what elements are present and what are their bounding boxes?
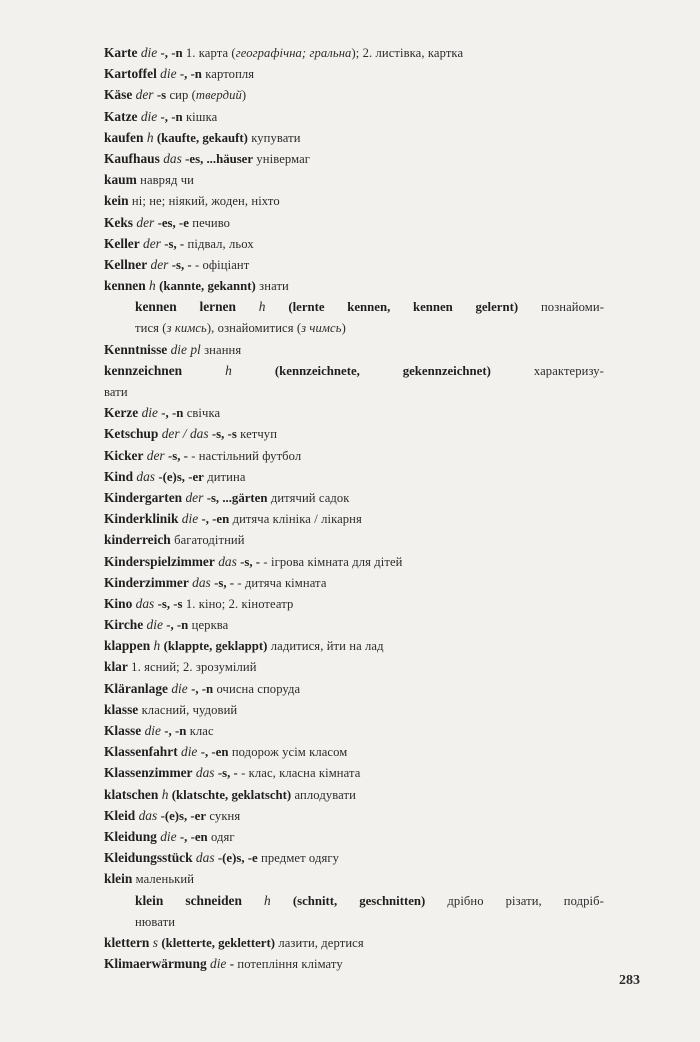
dictionary-entry	[104, 911, 604, 932]
dictionary-entry	[104, 741, 604, 762]
translation: подорож усім класом	[231, 745, 348, 760]
translation: підвал, льох	[187, 236, 254, 251]
dictionary-entry	[104, 593, 604, 614]
grammar-label: h	[225, 362, 232, 378]
word-forms: -	[229, 957, 234, 972]
translation-number: 1.	[182, 46, 199, 60]
grammar-label: h	[161, 786, 169, 802]
dictionary-entry	[104, 678, 604, 699]
dictionary-entry	[104, 233, 604, 254]
grammar-label: die	[140, 108, 158, 124]
dictionary-entry	[104, 466, 604, 487]
headword: Ketschup	[104, 426, 159, 442]
translation: - дитяча кімната	[237, 575, 327, 590]
translation: дитина	[207, 469, 246, 484]
word-forms: -s, -s	[211, 427, 237, 442]
translation: 1. кіно; 2. кінотеатр	[185, 596, 294, 611]
translation: картопля	[205, 67, 255, 82]
word-forms: (klatschte, geklatscht)	[171, 787, 292, 802]
grammar-label: das	[138, 807, 158, 823]
word-forms: -(e)s, -er	[158, 469, 204, 484]
translation: - настільний футбол	[191, 448, 302, 463]
translation: знання	[204, 342, 242, 357]
grammar-label: das	[218, 553, 237, 569]
translation-note: географічна; гральна	[235, 46, 352, 60]
grammar-label: die	[140, 45, 158, 60]
headword: Kellner	[104, 256, 148, 272]
translation: сир (	[169, 88, 196, 103]
translation: кетчуп	[240, 427, 278, 442]
headword: Klimaerwärmung	[104, 956, 207, 972]
translation: універмаг	[256, 151, 311, 166]
headword: Keks	[104, 214, 134, 230]
headword: klasse	[104, 701, 139, 717]
dictionary-entry	[104, 84, 604, 105]
grammar-label: h	[149, 278, 156, 294]
headword: Klasse	[104, 723, 142, 738]
grammar-label: die	[144, 723, 161, 738]
page-number: 283	[619, 973, 640, 988]
translation: карта (	[198, 46, 236, 60]
headword: Kinderzimmer	[104, 574, 189, 590]
grammar-label: der	[143, 235, 161, 251]
headword: Katze	[104, 108, 138, 124]
headword: Karte	[104, 45, 138, 60]
translation: очисна споруда	[216, 681, 301, 696]
headword: Klassenfahrt	[104, 744, 178, 760]
grammar-label: die	[160, 828, 177, 844]
word-forms: -, -en	[179, 829, 208, 844]
word-forms: -s, -	[168, 448, 188, 463]
headword: Kleid	[104, 807, 136, 823]
headword: kinderreich	[104, 532, 171, 548]
dictionary-entry	[104, 699, 604, 720]
grammar-label: das	[195, 765, 215, 781]
word-forms: -(e)s, -e	[217, 851, 258, 866]
headword: Keller	[104, 235, 140, 251]
headword: Kenntnisse	[104, 341, 168, 357]
grammar-label: h	[146, 129, 154, 145]
grammar-label: die	[210, 956, 227, 972]
word-forms: (kannte, gekannt)	[159, 279, 256, 294]
dictionary-entry	[104, 529, 604, 550]
translation: дитячий садок	[270, 490, 350, 505]
grammar-label: der	[136, 214, 155, 230]
dictionary-entry	[104, 805, 604, 826]
word-forms: -s, -	[240, 554, 261, 569]
grammar-label: das	[163, 150, 182, 166]
grammar-label: das	[195, 850, 215, 866]
translation: одяг	[211, 829, 235, 844]
grammar-label: die	[181, 744, 198, 760]
translation: церква	[191, 618, 229, 633]
headword: Kind	[104, 468, 134, 484]
translation: дитяча клініка / лікарня	[232, 512, 362, 527]
translation: дрібно різати, подріб-	[447, 893, 604, 908]
word-forms: -s, -s	[157, 596, 183, 611]
translation: - клас, класна кімната	[241, 766, 361, 781]
translation: свічка	[186, 406, 221, 421]
word-forms: -, -en	[200, 745, 229, 760]
dictionary-entry	[104, 868, 604, 889]
headword: klatschen	[104, 786, 159, 802]
dictionary-entry	[104, 360, 604, 381]
dictionary-entry	[104, 508, 604, 529]
translation: потепління клімату	[237, 957, 343, 972]
headword: klettern	[104, 934, 150, 950]
word-forms: -, -en	[201, 512, 230, 527]
headword: Kartoffel	[104, 66, 157, 82]
dictionary-entry	[104, 106, 604, 127]
grammar-label: die	[171, 680, 188, 696]
translation-continuation: вати	[104, 385, 128, 399]
word-forms: -, -n	[160, 46, 183, 60]
grammar-label: h	[264, 892, 271, 908]
headword: klein	[104, 871, 133, 887]
grammar-label: der / das	[161, 426, 209, 442]
translation: ); 2. листівка, картка	[351, 46, 464, 60]
grammar-label: der	[185, 489, 204, 505]
grammar-label: die	[146, 617, 163, 633]
word-forms: (kletterte, geklettert)	[161, 935, 275, 950]
word-forms: -, -n	[161, 406, 184, 421]
grammar-label: der	[135, 87, 154, 103]
word-forms: -, -n	[164, 724, 187, 738]
translation: класний, чудовий	[141, 702, 238, 717]
word-forms: (schnitt, geschnitten)	[292, 893, 426, 908]
word-forms: -s	[156, 88, 167, 103]
dictionary-entry	[104, 127, 604, 148]
translation: ні; не; ніякий, жоден, ніхто	[131, 194, 280, 209]
grammar-label: h	[153, 638, 161, 654]
translation: клас	[189, 724, 214, 738]
dictionary-entry	[104, 656, 604, 677]
translation: характеризу-	[533, 363, 604, 378]
translation-continuation: ), ознайомитися (	[206, 321, 302, 336]
dictionary-entry	[104, 445, 604, 466]
translation-note: з чимсь	[301, 321, 342, 336]
grammar-label: s	[152, 934, 158, 950]
dictionary-entry	[104, 148, 604, 169]
translation-continuation: тися (	[135, 321, 167, 336]
headword: kennen lernen	[135, 299, 236, 315]
headword: Kinderklinik	[104, 511, 179, 527]
dictionary-entry	[104, 551, 604, 572]
translation: знати	[259, 279, 289, 294]
dictionary-entry	[104, 487, 604, 508]
translation: лазити, дертися	[278, 935, 364, 950]
grammar-label: das	[192, 574, 211, 590]
word-forms: -, -n	[166, 618, 189, 633]
dictionary-entry	[104, 169, 604, 190]
headword: Kläranlage	[104, 680, 168, 696]
grammar-label: die pl	[170, 341, 201, 357]
dictionary-entry	[104, 826, 604, 847]
headword: kein	[104, 193, 129, 209]
dictionary-entry	[104, 890, 604, 911]
headword: kaum	[104, 172, 137, 188]
word-forms: -es, ...häuser	[185, 151, 254, 166]
grammar-label: die	[141, 405, 158, 421]
word-forms: -, -n	[191, 681, 214, 696]
translation: - офіціант	[194, 257, 250, 272]
dictionary-entry	[104, 63, 604, 84]
headword: kennzeichnen	[104, 362, 183, 378]
dictionary-entry	[104, 572, 604, 593]
word-forms: (klappte, geklappt)	[163, 639, 268, 654]
dictionary-entry	[104, 784, 604, 805]
headword: Käse	[104, 87, 133, 103]
dictionary-entry	[104, 339, 604, 360]
translation: - ігрова кімната для дітей	[263, 554, 403, 569]
headword: Kerze	[104, 405, 139, 421]
grammar-label: der	[150, 256, 169, 272]
headword: klein schneiden	[135, 892, 242, 908]
word-forms: (kaufte, gekauft)	[156, 130, 248, 145]
dictionary-entry	[104, 212, 604, 233]
translation: предмет одягу	[261, 851, 340, 866]
word-forms: -, -n	[179, 67, 202, 82]
dictionary-entry	[104, 762, 604, 783]
dictionary-entry	[104, 275, 604, 296]
translation: печиво	[192, 215, 231, 230]
headword: Klassenzimmer	[104, 765, 193, 781]
dictionary-entry	[104, 423, 604, 444]
translation-note: з кимсь	[166, 321, 207, 336]
word-forms: -, -n	[160, 109, 183, 124]
dictionary-entry	[104, 635, 604, 656]
word-forms: -s, -	[171, 257, 192, 272]
dictionary-entry	[104, 932, 604, 953]
translation: навряд чи	[140, 173, 195, 188]
translation: аплодувати	[294, 787, 356, 802]
headword: Kleidung	[104, 828, 157, 844]
dictionary-entry	[104, 254, 604, 275]
headword: Kindergarten	[104, 489, 183, 505]
word-forms: -es, -e	[157, 215, 189, 230]
translation-note: твердий	[195, 88, 242, 103]
word-forms: -s, -	[164, 236, 185, 251]
word-forms: (kennzeichnete, gekennzeichnet)	[274, 363, 491, 378]
translation: маленький	[135, 872, 195, 887]
translation: познайоми-	[540, 300, 604, 315]
grammar-label: der	[146, 447, 165, 463]
dictionary-entry	[104, 296, 604, 317]
word-forms: -s, -	[214, 575, 235, 590]
grammar-label: die	[181, 511, 199, 527]
dictionary-entries	[104, 42, 604, 974]
translation: кішка	[185, 109, 218, 124]
headword: klar	[104, 659, 128, 675]
word-forms: -s, ...gärten	[206, 490, 268, 505]
grammar-label: die	[160, 66, 177, 82]
headword: Kleidungsstück	[104, 850, 193, 866]
dictionary-entry	[104, 402, 604, 423]
grammar-label: das	[136, 468, 155, 484]
grammar-label: das	[135, 595, 155, 611]
dictionary-entry	[104, 317, 604, 338]
headword: kennen	[104, 278, 146, 294]
translation: сукня	[209, 808, 241, 823]
translation-continuation: нювати	[135, 914, 176, 929]
headword: Kinderspielzimmer	[104, 553, 215, 569]
translation: )	[241, 88, 247, 103]
headword: kaufen	[104, 129, 144, 145]
dictionary-entry	[104, 190, 604, 211]
translation: 1. ясний; 2. зрозумілий	[131, 660, 257, 675]
grammar-label: h	[258, 299, 266, 315]
headword: Kirche	[104, 617, 144, 633]
headword: klappen	[104, 638, 151, 654]
dictionary-entry	[104, 42, 604, 63]
word-forms: -(e)s, -er	[160, 808, 207, 823]
word-forms: (lernte kennen, kennen gelernt)	[288, 300, 519, 315]
dictionary-entry	[104, 847, 604, 868]
translation: багатодітний	[174, 533, 245, 548]
headword: Kicker	[104, 447, 144, 463]
translation-continuation: )	[341, 321, 346, 336]
dictionary-entry	[104, 953, 604, 974]
translation: ладитися, йти на лад	[270, 639, 384, 654]
word-forms: -s, -	[217, 766, 238, 781]
headword: Kino	[104, 595, 133, 611]
dictionary-entry	[104, 720, 604, 741]
headword: Kaufhaus	[104, 150, 160, 166]
dictionary-entry	[104, 381, 604, 402]
dictionary-entry	[104, 614, 604, 635]
translation: купувати	[251, 130, 301, 145]
